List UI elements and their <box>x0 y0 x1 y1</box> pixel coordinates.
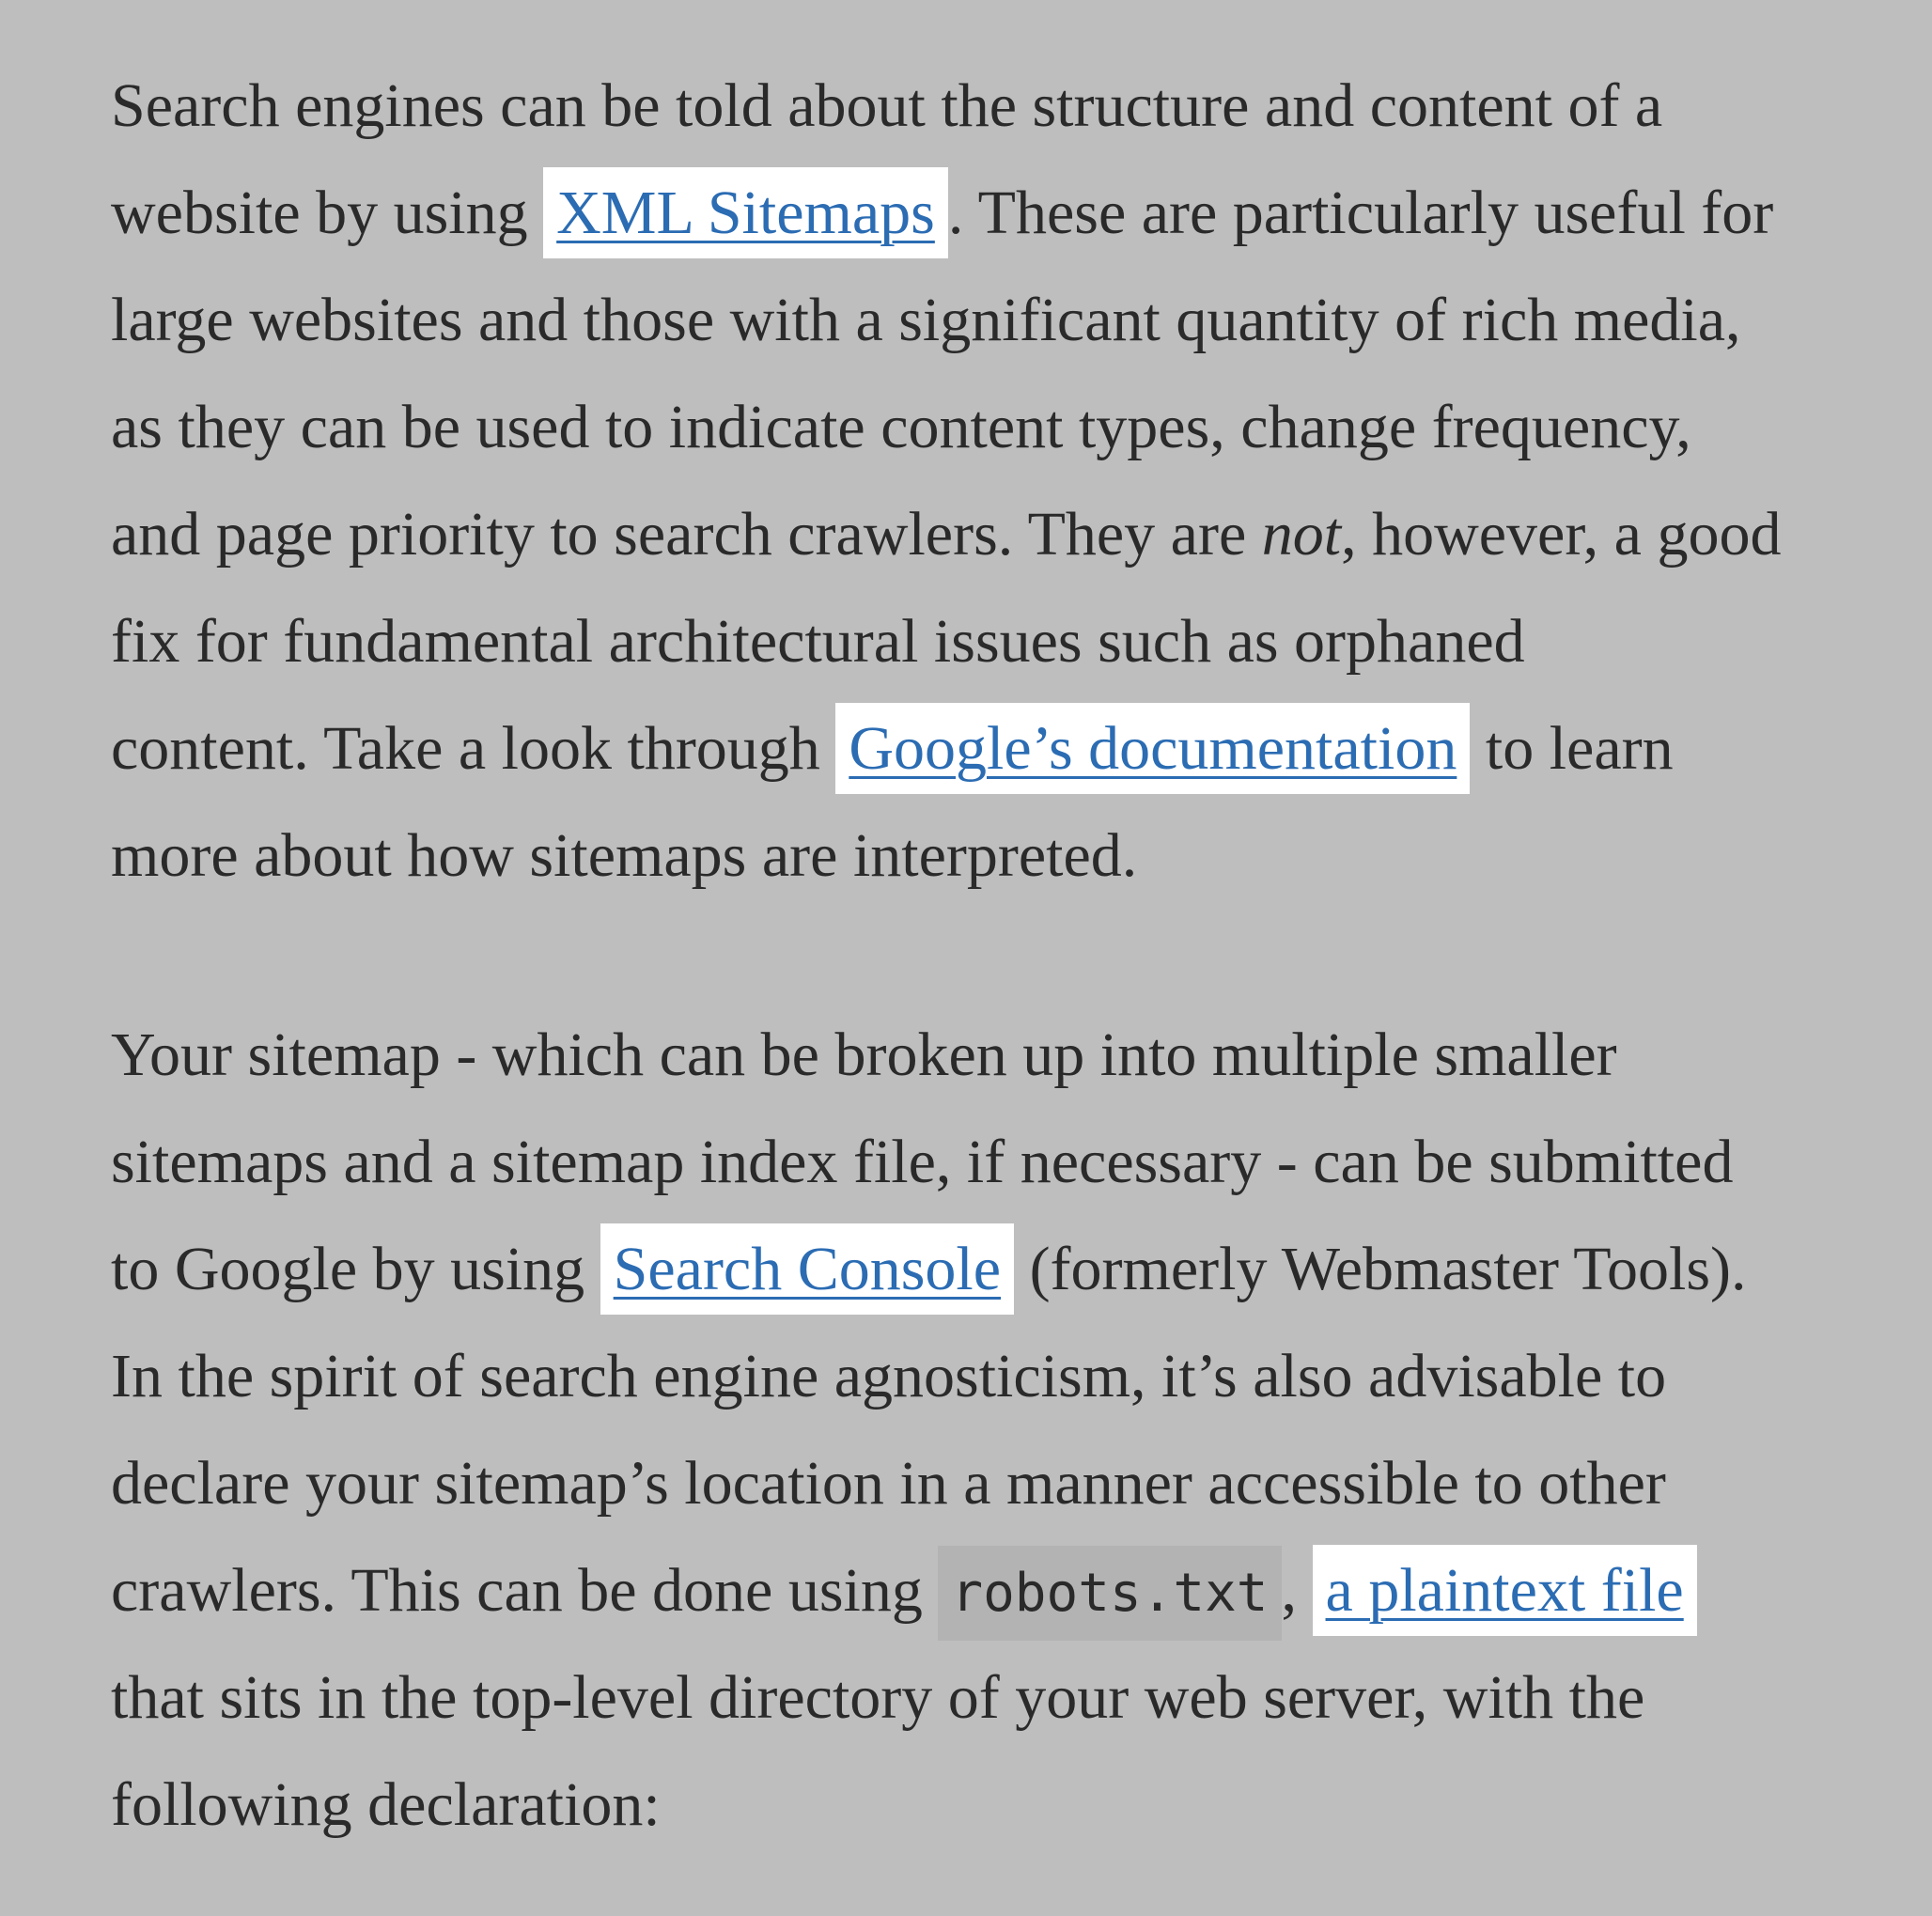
text-segment: as they can be used to indicate content types, change frequency, <box>111 393 1691 461</box>
text-segment: (formerly Webmaster Tools). <box>1014 1235 1747 1303</box>
text-line <box>111 1644 1896 1752</box>
text-line <box>111 1216 1896 1323</box>
emphasis-not: not <box>1261 500 1342 569</box>
text-segment: Search engines can be told about the structure and content of a <box>111 71 1663 140</box>
text-line <box>111 802 1896 910</box>
text-segment: In the spirit of search engine agnosticism, it’s also advisable to <box>111 1342 1667 1410</box>
text-line <box>111 374 1896 481</box>
text-segment: , however, a good <box>1341 500 1782 569</box>
text-line <box>111 695 1896 802</box>
text-segment: content. Take a look through <box>111 714 836 783</box>
text-line <box>111 1430 1896 1537</box>
paragraph-sitemap-submission <box>111 1002 1896 1859</box>
text-line <box>111 588 1896 695</box>
article-body <box>111 53 1896 1859</box>
text-segment: to Google by using <box>111 1235 600 1303</box>
text-segment: and page priority to search crawlers. They are <box>111 500 1262 569</box>
text-segment: declare your sitemap’s location in a manner accessible to other <box>111 1449 1666 1518</box>
text-segment: that sits in the top-level directory of your web server, with the <box>111 1663 1645 1732</box>
text-line <box>111 1002 1896 1109</box>
text-line <box>111 1752 1896 1859</box>
paragraph-sitemaps-intro <box>111 53 1896 910</box>
text-segment: to learn <box>1470 714 1674 783</box>
google-documentation-link[interactable]: Google’s documentation <box>835 703 1470 794</box>
text-segment: website by using <box>111 179 544 247</box>
text-segment: , <box>1281 1556 1313 1625</box>
text-segment: Your sitemap - which can be broken up into multiple smaller <box>111 1020 1617 1089</box>
text-line <box>111 160 1896 267</box>
text-segment: sitemaps and a sitemap index file, if necessary - can be submitted <box>111 1128 1734 1196</box>
text-segment: following declaration: <box>111 1770 661 1839</box>
text-line <box>111 1323 1896 1430</box>
xml-sitemaps-link[interactable]: XML Sitemaps <box>543 167 948 258</box>
text-line <box>111 1109 1896 1216</box>
text-segment: crawlers. This can be done using <box>111 1556 939 1625</box>
text-line <box>111 267 1896 374</box>
text-segment: fix for fundamental architectural issues such as orphaned <box>111 607 1525 676</box>
text-line <box>111 1537 1896 1644</box>
search-console-link[interactable]: Search Console <box>600 1223 1014 1315</box>
text-line <box>111 481 1896 588</box>
text-line <box>111 53 1896 160</box>
text-segment: large websites and those with a significant quantity of rich media, <box>111 286 1741 354</box>
text-segment: more about how sitemaps are interpreted. <box>111 821 1138 890</box>
text-segment: . These are particularly useful for <box>947 179 1774 247</box>
robots-txt-code: robots.txt <box>938 1546 1281 1641</box>
plaintext-file-link[interactable]: a plaintext file <box>1313 1545 1697 1636</box>
